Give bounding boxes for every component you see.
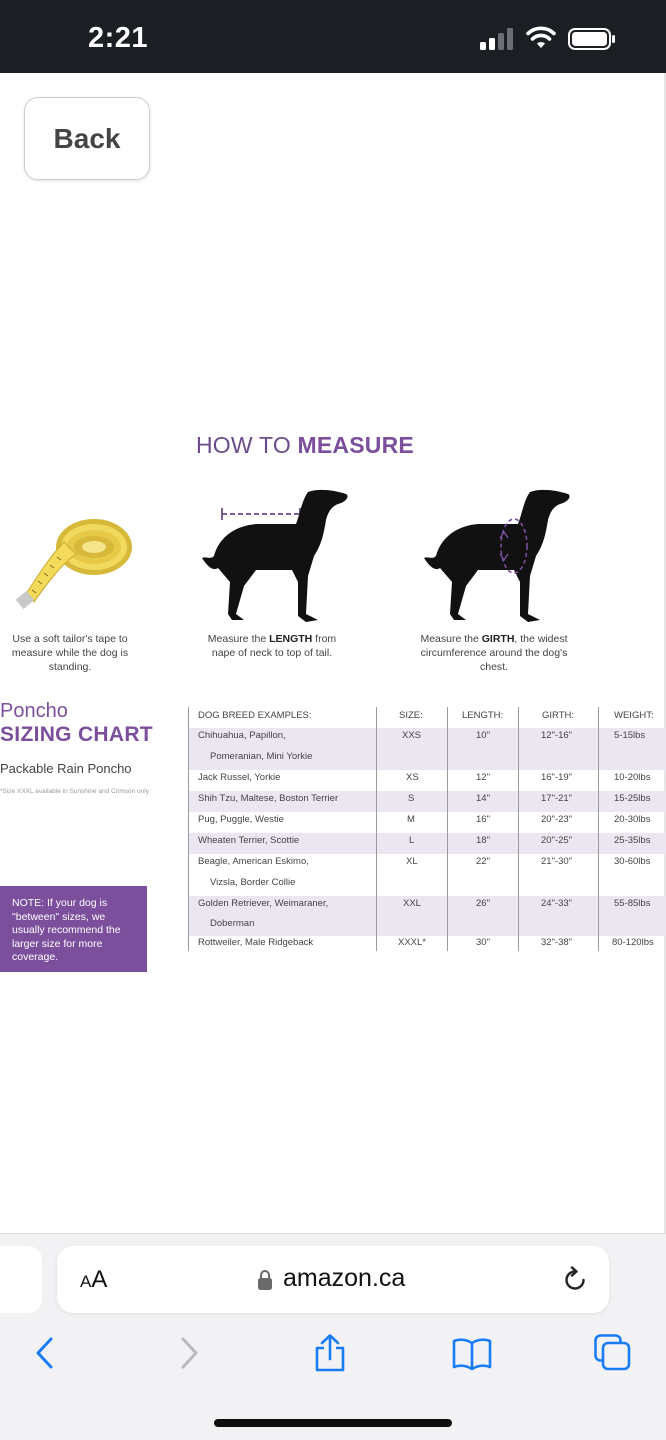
table-row: Shih Tzu, Maltese, Boston Terrier S 14" 17"-21" 15-25lbs [188, 791, 666, 812]
table-divider [447, 707, 448, 951]
tape-caption: Use a soft tailor's tape to measure while the dog is standing. [11, 633, 129, 673]
girth-caption: Measure the GIRTH, the widest circumference around the dog's chest. [420, 633, 568, 673]
bookmarks-icon[interactable] [452, 1334, 492, 1372]
dog-length-silhouette-icon [196, 486, 352, 626]
table-row: Rottweiler, Male Ridgeback XXXL* 30" 32"-38" 80-120lbs [198, 937, 654, 948]
back-arrow-icon[interactable] [32, 1334, 58, 1372]
table-divider [598, 707, 599, 951]
poncho-label: Poncho [0, 700, 68, 722]
home-indicator [214, 1419, 452, 1427]
reader-options-button[interactable]: AA [80, 1266, 108, 1293]
lock-icon [257, 1269, 273, 1291]
table-row: Jack Russel, Yorkie XS 12" 16"-19" 10-20lbs [198, 772, 651, 783]
cellular-signal-icon [480, 28, 514, 50]
header-size: SIZE: [399, 710, 423, 721]
tabs-icon[interactable] [594, 1334, 632, 1372]
header-weight: WEIGHT: [614, 710, 654, 721]
back-button[interactable]: Back [24, 97, 150, 180]
how-to-measure-title: HOW TO MEASURE [196, 432, 414, 458]
sizing-table [188, 707, 666, 951]
table-row: Golden Retriever, Weimaraner, Doberman XXL 26" 24"-33" 55-85lbs [188, 896, 666, 936]
battery-icon [568, 28, 616, 50]
status-time: 2:21 [88, 22, 149, 54]
product-name: Packable Rain Poncho [0, 761, 132, 776]
table-row: Beagle, American Eskimo, Vizsla, Border Collie XL 22" 21"-30" 30-60lbs [198, 856, 651, 888]
size-footnote: *Size XXXL available in Sunshine and Crimson only [0, 788, 149, 795]
length-caption: Measure the LENGTH from nape of neck to top of tail. [207, 633, 337, 659]
table-divider [376, 707, 377, 951]
share-icon[interactable] [312, 1334, 348, 1372]
table-header-row [188, 707, 666, 728]
previous-tab-preview[interactable] [0, 1246, 42, 1313]
sizing-chart-title: SIZING CHART [0, 723, 153, 746]
url-domain[interactable]: amazon.ca [283, 1264, 406, 1292]
header-breed: DOG BREED EXAMPLES: [198, 710, 312, 721]
table-row: Pug, Puggle, Westie M 16" 20"-23" 20-30lbs [198, 814, 651, 825]
wifi-icon [526, 26, 556, 50]
table-row: Chihuahua, Papillon, Pomeranian, Mini Yorkie XXS 10" 12"-16" 5-15lbs [188, 728, 666, 770]
dog-girth-silhouette-icon [414, 486, 574, 626]
table-divider [188, 707, 189, 951]
sizing-note: NOTE: If your dog is "between" sizes, we usually recommend the larger size for more coverage. [0, 886, 147, 972]
tape-measure-icon [12, 502, 132, 614]
header-girth: GIRTH: [542, 710, 575, 721]
header-length: LENGTH: [462, 710, 504, 721]
reload-icon[interactable] [562, 1266, 588, 1294]
forward-arrow-icon[interactable] [176, 1334, 202, 1372]
table-row: Wheaten Terrier, Scottie L 18" 20"-25" 25-35lbs [188, 833, 666, 854]
table-divider [518, 707, 519, 951]
